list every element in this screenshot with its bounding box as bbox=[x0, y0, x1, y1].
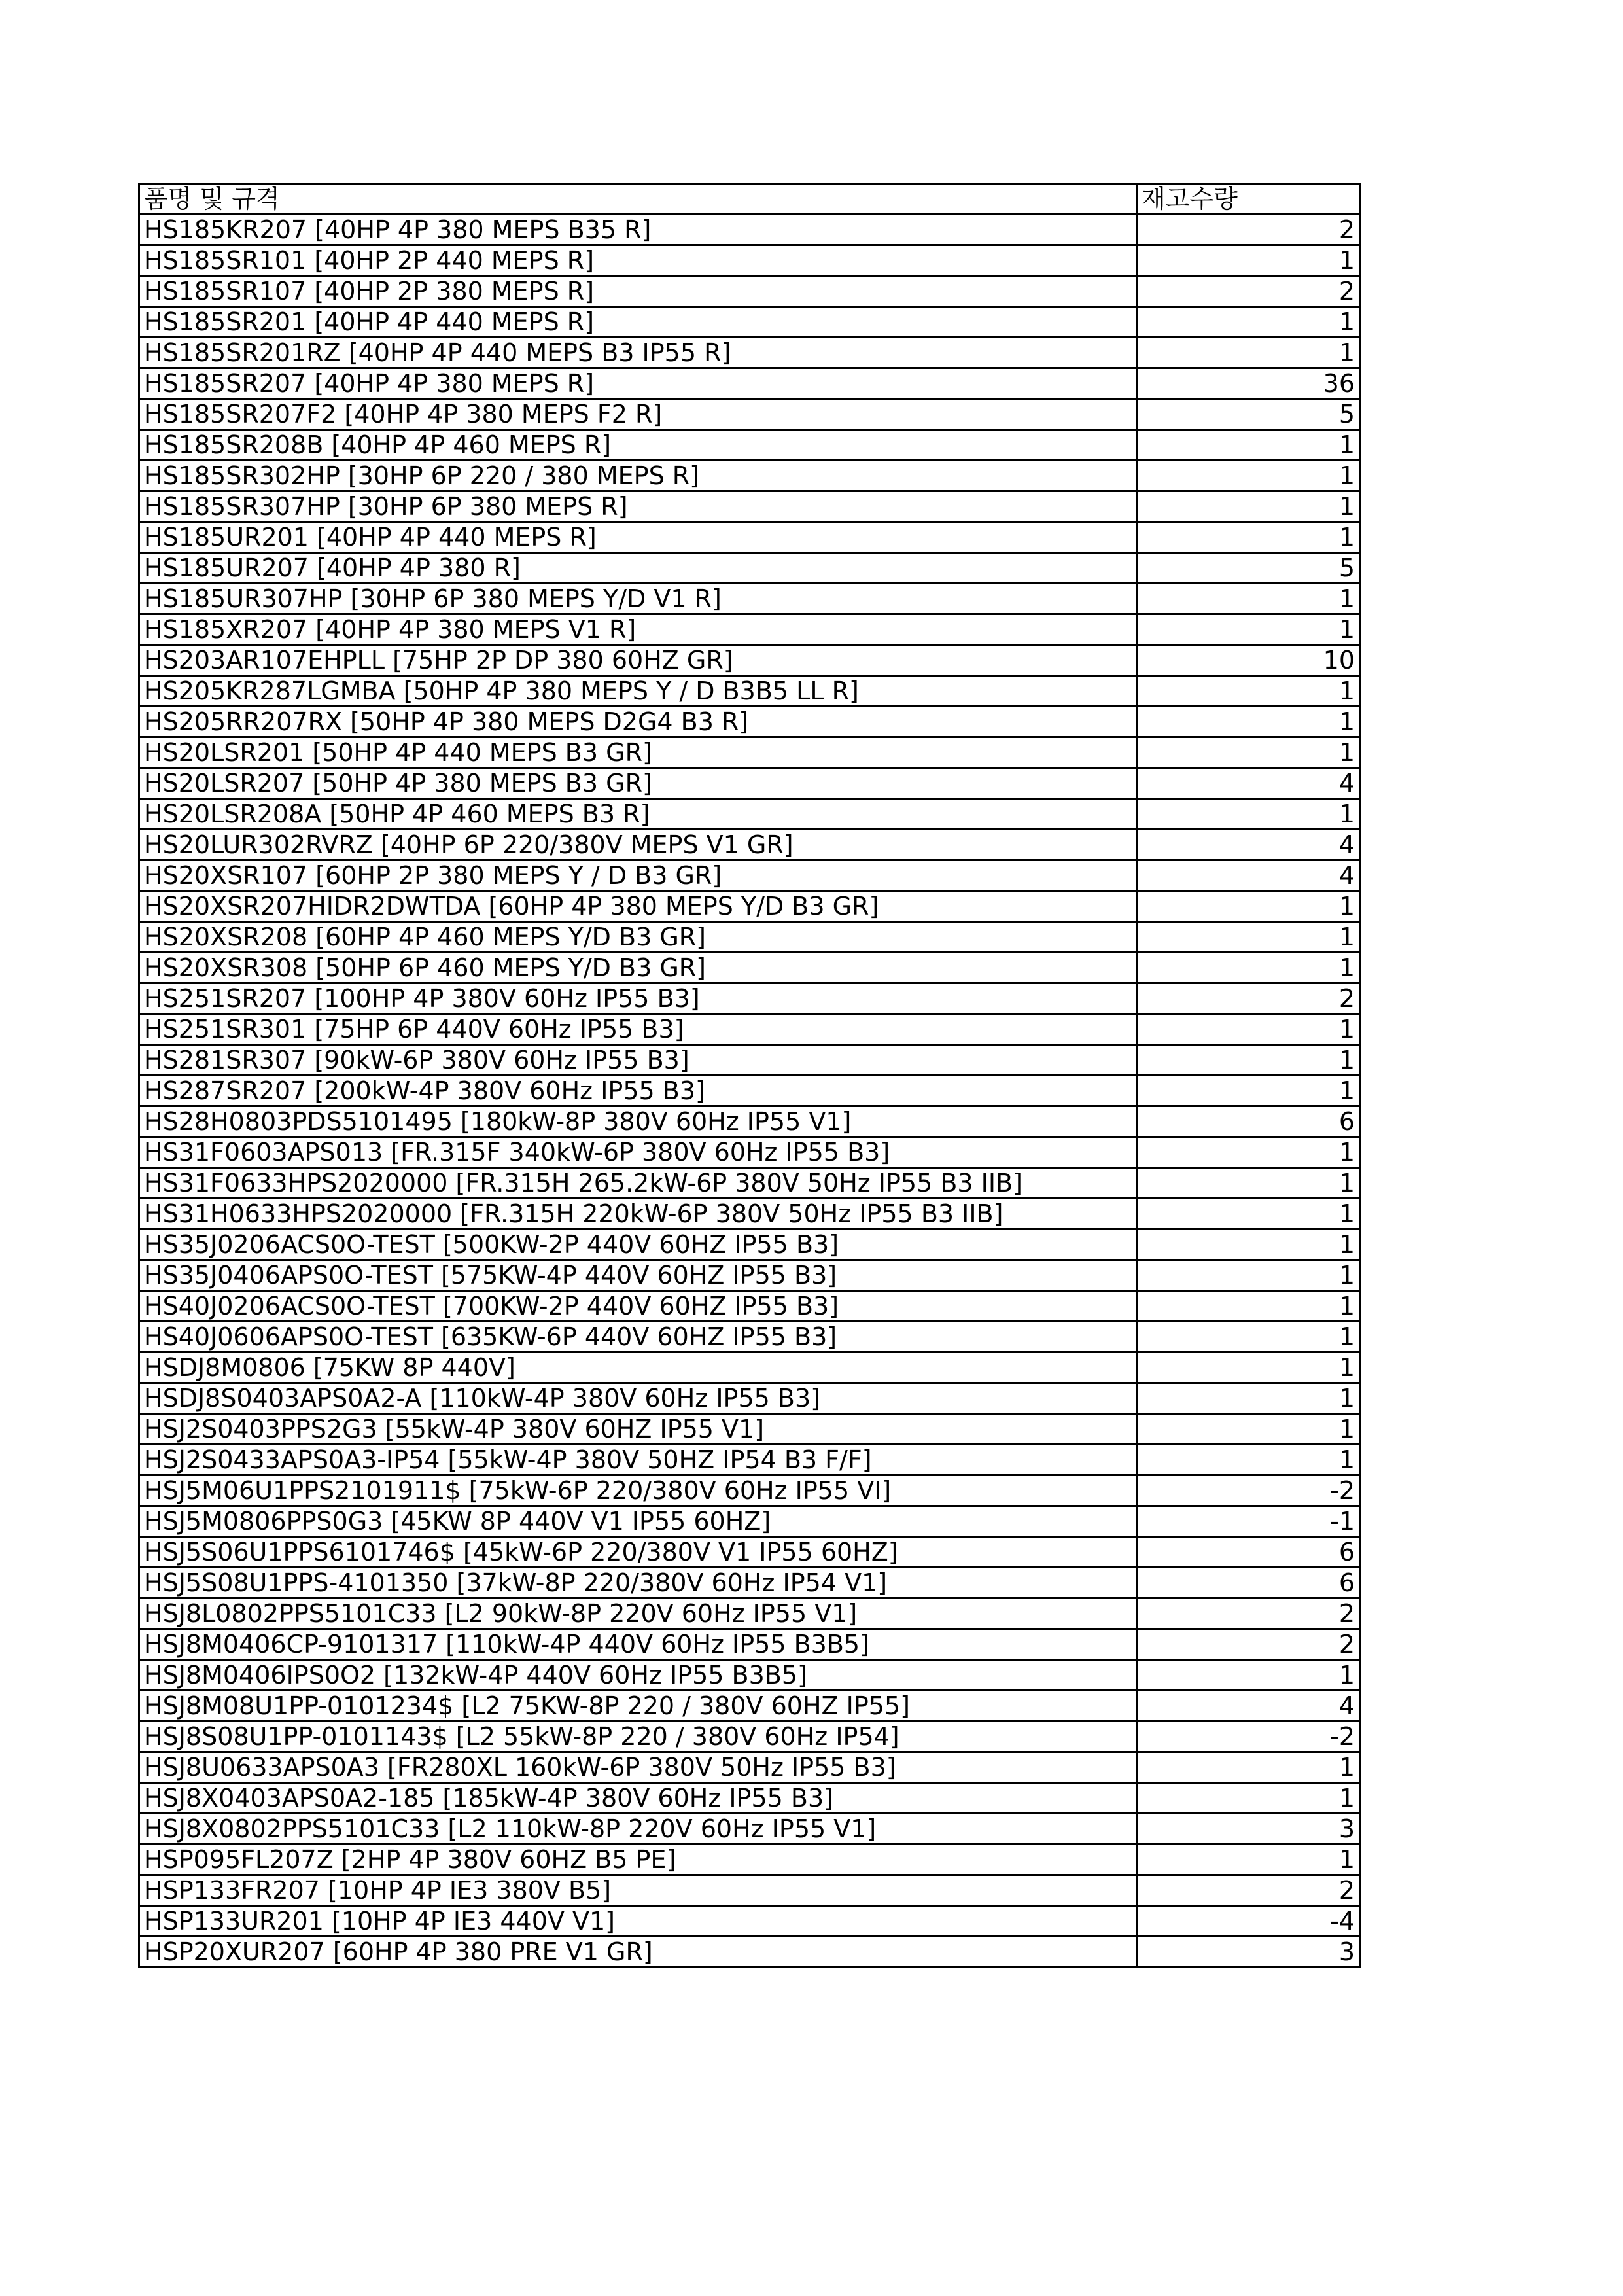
table-row bbox=[139, 737, 1360, 768]
table-row bbox=[139, 1568, 1360, 1598]
stock-qty-cell: 1 bbox=[1137, 799, 1360, 830]
item-name-cell: HS40J0206ACS0O-TEST [700KW-2P 440V 60HZ IP55 B3] bbox=[139, 1291, 1137, 1322]
table-row bbox=[139, 553, 1360, 584]
table-row bbox=[139, 1014, 1360, 1045]
stock-qty-cell: 1 bbox=[1137, 922, 1360, 953]
stock-qty-cell: 1 bbox=[1137, 1229, 1360, 1260]
item-name-cell: HS20LUR302RVRZ [40HP 6P 220/380V MEPS V1 GR] bbox=[139, 830, 1137, 860]
stock-qty-cell: 1 bbox=[1137, 707, 1360, 737]
item-name-cell: HS31H0633HPS2020000 [FR.315H 220kW-6P 380V 50Hz IP55 B3 IIB] bbox=[139, 1199, 1137, 1229]
item-name-cell: HSP095FL207Z [2HP 4P 380V 60HZ B5 PE] bbox=[139, 1845, 1137, 1875]
stock-qty-cell: 2 bbox=[1137, 983, 1360, 1014]
item-name-cell: HS20XSR107 [60HP 2P 380 MEPS Y / D B3 GR] bbox=[139, 860, 1137, 891]
stock-qty-cell: 3 bbox=[1137, 1814, 1360, 1845]
stock-qty-cell: 3 bbox=[1137, 1937, 1360, 1968]
stock-qty-cell: 1 bbox=[1137, 584, 1360, 614]
table-row bbox=[139, 953, 1360, 983]
table-row bbox=[139, 799, 1360, 830]
stock-qty-cell: 1 bbox=[1137, 891, 1360, 922]
stock-qty-cell: 1 bbox=[1137, 676, 1360, 707]
table-row bbox=[139, 1414, 1360, 1445]
table-row bbox=[139, 768, 1360, 799]
item-name-cell: HS185SR307HP [30HP 6P 380 MEPS R] bbox=[139, 491, 1137, 522]
stock-qty-cell: 1 bbox=[1137, 338, 1360, 368]
item-name-cell: HS31F0633HPS2020000 [FR.315H 265.2kW-6P 380V 50Hz IP55 B3 IIB] bbox=[139, 1168, 1137, 1199]
table-row bbox=[139, 399, 1360, 430]
stock-qty-cell: 1 bbox=[1137, 461, 1360, 491]
stock-qty-cell: 1 bbox=[1137, 1291, 1360, 1322]
stock-qty-cell: 1 bbox=[1137, 737, 1360, 768]
item-name-cell: HSJ5M06U1PPS2101911$ [75kW-6P 220/380V 60Hz IP55 VI] bbox=[139, 1475, 1137, 1506]
item-name-cell: HSJ8M0406CP-9101317 [110kW-4P 440V 60Hz IP55 B3B5] bbox=[139, 1629, 1137, 1660]
table-row bbox=[139, 215, 1360, 245]
stock-qty-cell: 1 bbox=[1137, 1168, 1360, 1199]
stock-qty-cell: 6 bbox=[1137, 1568, 1360, 1598]
item-name-cell: HS251SR207 [100HP 4P 380V 60Hz IP55 B3] bbox=[139, 983, 1137, 1014]
item-name-cell: HS185SR207F2 [40HP 4P 380 MEPS F2 R] bbox=[139, 399, 1137, 430]
stock-qty-cell: 1 bbox=[1137, 1014, 1360, 1045]
stock-qty-cell: 6 bbox=[1137, 1106, 1360, 1137]
stock-qty-cell: 2 bbox=[1137, 1598, 1360, 1629]
stock-qty-cell: 1 bbox=[1137, 1845, 1360, 1875]
stock-qty-cell: 6 bbox=[1137, 1537, 1360, 1568]
stock-qty-cell: 2 bbox=[1137, 276, 1360, 307]
table-row bbox=[139, 830, 1360, 860]
table-row bbox=[139, 1691, 1360, 1722]
inventory-table bbox=[138, 183, 1361, 1968]
stock-qty-cell: 36 bbox=[1137, 368, 1360, 399]
item-name-cell: HS185SR101 [40HP 2P 440 MEPS R] bbox=[139, 245, 1137, 276]
item-name-cell: HS185SR207 [40HP 4P 380 MEPS R] bbox=[139, 368, 1137, 399]
stock-qty-cell: 1 bbox=[1137, 1260, 1360, 1291]
table-row bbox=[139, 1383, 1360, 1414]
table-row bbox=[139, 1076, 1360, 1106]
table-row bbox=[139, 1475, 1360, 1506]
item-name-cell: HSJ5S06U1PPS6101746$ [45kW-6P 220/380V V1 IP55 60HZ] bbox=[139, 1537, 1137, 1568]
stock-qty-cell: 5 bbox=[1137, 399, 1360, 430]
table-row bbox=[139, 338, 1360, 368]
item-name-cell: HS40J0606APS0O-TEST [635KW-6P 440V 60HZ IP55 B3] bbox=[139, 1322, 1137, 1352]
table-row bbox=[139, 1291, 1360, 1322]
stock-qty-cell: 1 bbox=[1137, 1322, 1360, 1352]
table-row bbox=[139, 1352, 1360, 1383]
item-name-cell: HS20LSR207 [50HP 4P 380 MEPS B3 GR] bbox=[139, 768, 1137, 799]
table-row bbox=[139, 1845, 1360, 1875]
header-stock-qty: 재고수량 bbox=[1137, 184, 1360, 215]
item-name-cell: HS185SR201 [40HP 4P 440 MEPS R] bbox=[139, 307, 1137, 338]
item-name-cell: HS185SR201RZ [40HP 4P 440 MEPS B3 IP55 R] bbox=[139, 338, 1137, 368]
stock-qty-cell: 1 bbox=[1137, 491, 1360, 522]
item-name-cell: HS28H0803PDS5101495 [180kW-8P 380V 60Hz IP55 V1] bbox=[139, 1106, 1137, 1137]
item-name-cell: HSJ2S0433APS0A3-IP54 [55kW-4P 380V 50HZ IP54 B3 F/F] bbox=[139, 1445, 1137, 1475]
stock-qty-cell: 1 bbox=[1137, 430, 1360, 461]
stock-qty-cell: 1 bbox=[1137, 1660, 1360, 1691]
stock-qty-cell: 1 bbox=[1137, 1137, 1360, 1168]
table-row bbox=[139, 1937, 1360, 1968]
item-name-cell: HS185KR207 [40HP 4P 380 MEPS B35 R] bbox=[139, 215, 1137, 245]
item-name-cell: HSJ8M08U1PP-0101234$ [L2 75KW-8P 220 / 380V 60HZ IP55] bbox=[139, 1691, 1137, 1722]
table-row bbox=[139, 1752, 1360, 1783]
item-name-cell: HSDJ8M0806 [75KW 8P 440V] bbox=[139, 1352, 1137, 1383]
stock-qty-cell: -2 bbox=[1137, 1722, 1360, 1752]
item-name-cell: HSJ8S08U1PP-0101143$ [L2 55kW-8P 220 / 380V 60Hz IP54] bbox=[139, 1722, 1137, 1752]
table-row bbox=[139, 1722, 1360, 1752]
table-row bbox=[139, 860, 1360, 891]
table-row bbox=[139, 1906, 1360, 1937]
item-name-cell: HSJ2S0403PPS2G3 [55kW-4P 380V 60HZ IP55 V1] bbox=[139, 1414, 1137, 1445]
table-row bbox=[139, 891, 1360, 922]
stock-qty-cell: 2 bbox=[1137, 1629, 1360, 1660]
stock-qty-cell: 1 bbox=[1137, 1414, 1360, 1445]
stock-qty-cell: 1 bbox=[1137, 1352, 1360, 1383]
item-name-cell: HS281SR307 [90kW-6P 380V 60Hz IP55 B3] bbox=[139, 1045, 1137, 1076]
table-row bbox=[139, 1322, 1360, 1352]
stock-qty-cell: 1 bbox=[1137, 245, 1360, 276]
table-row bbox=[139, 1137, 1360, 1168]
item-name-cell: HS205RR207RX [50HP 4P 380 MEPS D2G4 B3 R] bbox=[139, 707, 1137, 737]
table-row bbox=[139, 1537, 1360, 1568]
table-row bbox=[139, 1875, 1360, 1906]
table-row bbox=[139, 491, 1360, 522]
item-name-cell: HS203AR107EHPLL [75HP 2P DP 380 60HZ GR] bbox=[139, 645, 1137, 676]
item-name-cell: HS20XSR207HIDR2DWTDA [60HP 4P 380 MEPS Y/D B3 GR] bbox=[139, 891, 1137, 922]
item-name-cell: HS35J0406APS0O-TEST [575KW-4P 440V 60HZ IP55 B3] bbox=[139, 1260, 1137, 1291]
item-name-cell: HS20XSR308 [50HP 6P 460 MEPS Y/D B3 GR] bbox=[139, 953, 1137, 983]
item-name-cell: HSDJ8S0403APS0A2-A [110kW-4P 380V 60Hz IP55 B3] bbox=[139, 1383, 1137, 1414]
table-row bbox=[139, 983, 1360, 1014]
stock-qty-cell: -4 bbox=[1137, 1906, 1360, 1937]
table-row bbox=[139, 707, 1360, 737]
table-row bbox=[139, 1629, 1360, 1660]
stock-qty-cell: 4 bbox=[1137, 860, 1360, 891]
table-row bbox=[139, 368, 1360, 399]
table-row bbox=[139, 1106, 1360, 1137]
table-row bbox=[139, 307, 1360, 338]
table-row bbox=[139, 1168, 1360, 1199]
item-name-cell: HS185SR107 [40HP 2P 380 MEPS R] bbox=[139, 276, 1137, 307]
stock-qty-cell: 1 bbox=[1137, 307, 1360, 338]
table-row bbox=[139, 276, 1360, 307]
item-name-cell: HS20LSR208A [50HP 4P 460 MEPS B3 R] bbox=[139, 799, 1137, 830]
stock-qty-cell: 1 bbox=[1137, 1783, 1360, 1814]
table-row bbox=[139, 1598, 1360, 1629]
item-name-cell: HS20XSR208 [60HP 4P 460 MEPS Y/D B3 GR] bbox=[139, 922, 1137, 953]
stock-qty-cell: 1 bbox=[1137, 953, 1360, 983]
table-row bbox=[139, 1199, 1360, 1229]
table-row bbox=[139, 522, 1360, 553]
item-name-cell: HS35J0206ACS0O-TEST [500KW-2P 440V 60HZ IP55 B3] bbox=[139, 1229, 1137, 1260]
stock-qty-cell: 4 bbox=[1137, 768, 1360, 799]
item-name-cell: HS185SR302HP [30HP 6P 220 / 380 MEPS R] bbox=[139, 461, 1137, 491]
table-row bbox=[139, 614, 1360, 645]
item-name-cell: HS287SR207 [200kW-4P 380V 60Hz IP55 B3] bbox=[139, 1076, 1137, 1106]
table-row bbox=[139, 245, 1360, 276]
table-row bbox=[139, 1814, 1360, 1845]
item-name-cell: HSJ8M0406IPS0O2 [132kW-4P 440V 60Hz IP55 B3B5] bbox=[139, 1660, 1137, 1691]
stock-qty-cell: 1 bbox=[1137, 1445, 1360, 1475]
stock-qty-cell: 5 bbox=[1137, 553, 1360, 584]
stock-qty-cell: 10 bbox=[1137, 645, 1360, 676]
item-name-cell: HS185XR207 [40HP 4P 380 MEPS V1 R] bbox=[139, 614, 1137, 645]
table-row bbox=[139, 1506, 1360, 1537]
table-row bbox=[139, 430, 1360, 461]
table-row bbox=[139, 1783, 1360, 1814]
item-name-cell: HSJ5S08U1PPS-4101350 [37kW-8P 220/380V 60Hz IP54 V1] bbox=[139, 1568, 1137, 1598]
table-row bbox=[139, 584, 1360, 614]
header-row bbox=[139, 184, 1360, 215]
stock-qty-cell: 1 bbox=[1137, 1045, 1360, 1076]
stock-qty-cell: 4 bbox=[1137, 1691, 1360, 1722]
table-row bbox=[139, 645, 1360, 676]
stock-qty-cell: 1 bbox=[1137, 1383, 1360, 1414]
header-item-name: 품명 및 규격 bbox=[139, 184, 1137, 215]
table-row bbox=[139, 922, 1360, 953]
item-name-cell: HSJ5M0806PPS0G3 [45KW 8P 440V V1 IP55 60HZ] bbox=[139, 1506, 1137, 1537]
stock-qty-cell: 2 bbox=[1137, 1875, 1360, 1906]
stock-qty-cell: 1 bbox=[1137, 1076, 1360, 1106]
item-name-cell: HSJ8X0403APS0A2-185 [185kW-4P 380V 60Hz IP55 B3] bbox=[139, 1783, 1137, 1814]
item-name-cell: HSP133FR207 [10HP 4P IE3 380V B5] bbox=[139, 1875, 1137, 1906]
table-row bbox=[139, 1445, 1360, 1475]
inventory-table-body bbox=[139, 184, 1360, 1968]
stock-qty-cell: 1 bbox=[1137, 522, 1360, 553]
stock-qty-cell: 1 bbox=[1137, 1199, 1360, 1229]
stock-qty-cell: 2 bbox=[1137, 215, 1360, 245]
stock-qty-cell: 1 bbox=[1137, 614, 1360, 645]
stock-qty-cell: -2 bbox=[1137, 1475, 1360, 1506]
table-row bbox=[139, 1045, 1360, 1076]
table-row bbox=[139, 1229, 1360, 1260]
item-name-cell: HSJ8X0802PPS5101C33 [L2 110kW-8P 220V 60Hz IP55 V1] bbox=[139, 1814, 1137, 1845]
table-row bbox=[139, 1660, 1360, 1691]
stock-qty-cell: 4 bbox=[1137, 830, 1360, 860]
table-row bbox=[139, 676, 1360, 707]
stock-qty-cell: -1 bbox=[1137, 1506, 1360, 1537]
item-name-cell: HS185UR207 [40HP 4P 380 R] bbox=[139, 553, 1137, 584]
item-name-cell: HS185SR208B [40HP 4P 460 MEPS R] bbox=[139, 430, 1137, 461]
item-name-cell: HSJ8L0802PPS5101C33 [L2 90kW-8P 220V 60Hz IP55 V1] bbox=[139, 1598, 1137, 1629]
item-name-cell: HS20LSR201 [50HP 4P 440 MEPS B3 GR] bbox=[139, 737, 1137, 768]
table-row bbox=[139, 1260, 1360, 1291]
item-name-cell: HSP20XUR207 [60HP 4P 380 PRE V1 GR] bbox=[139, 1937, 1137, 1968]
item-name-cell: HS205KR287LGMBA [50HP 4P 380 MEPS Y / D B3B5 LL R] bbox=[139, 676, 1137, 707]
item-name-cell: HSP133UR201 [10HP 4P IE3 440V V1] bbox=[139, 1906, 1137, 1937]
table-row bbox=[139, 461, 1360, 491]
item-name-cell: HS185UR201 [40HP 4P 440 MEPS R] bbox=[139, 522, 1137, 553]
item-name-cell: HS31F0603APS013 [FR.315F 340kW-6P 380V 60Hz IP55 B3] bbox=[139, 1137, 1137, 1168]
stock-qty-cell: 1 bbox=[1137, 1752, 1360, 1783]
item-name-cell: HS185UR307HP [30HP 6P 380 MEPS Y/D V1 R] bbox=[139, 584, 1137, 614]
item-name-cell: HS251SR301 [75HP 6P 440V 60Hz IP55 B3] bbox=[139, 1014, 1137, 1045]
item-name-cell: HSJ8U0633APS0A3 [FR280XL 160kW-6P 380V 50Hz IP55 B3] bbox=[139, 1752, 1137, 1783]
